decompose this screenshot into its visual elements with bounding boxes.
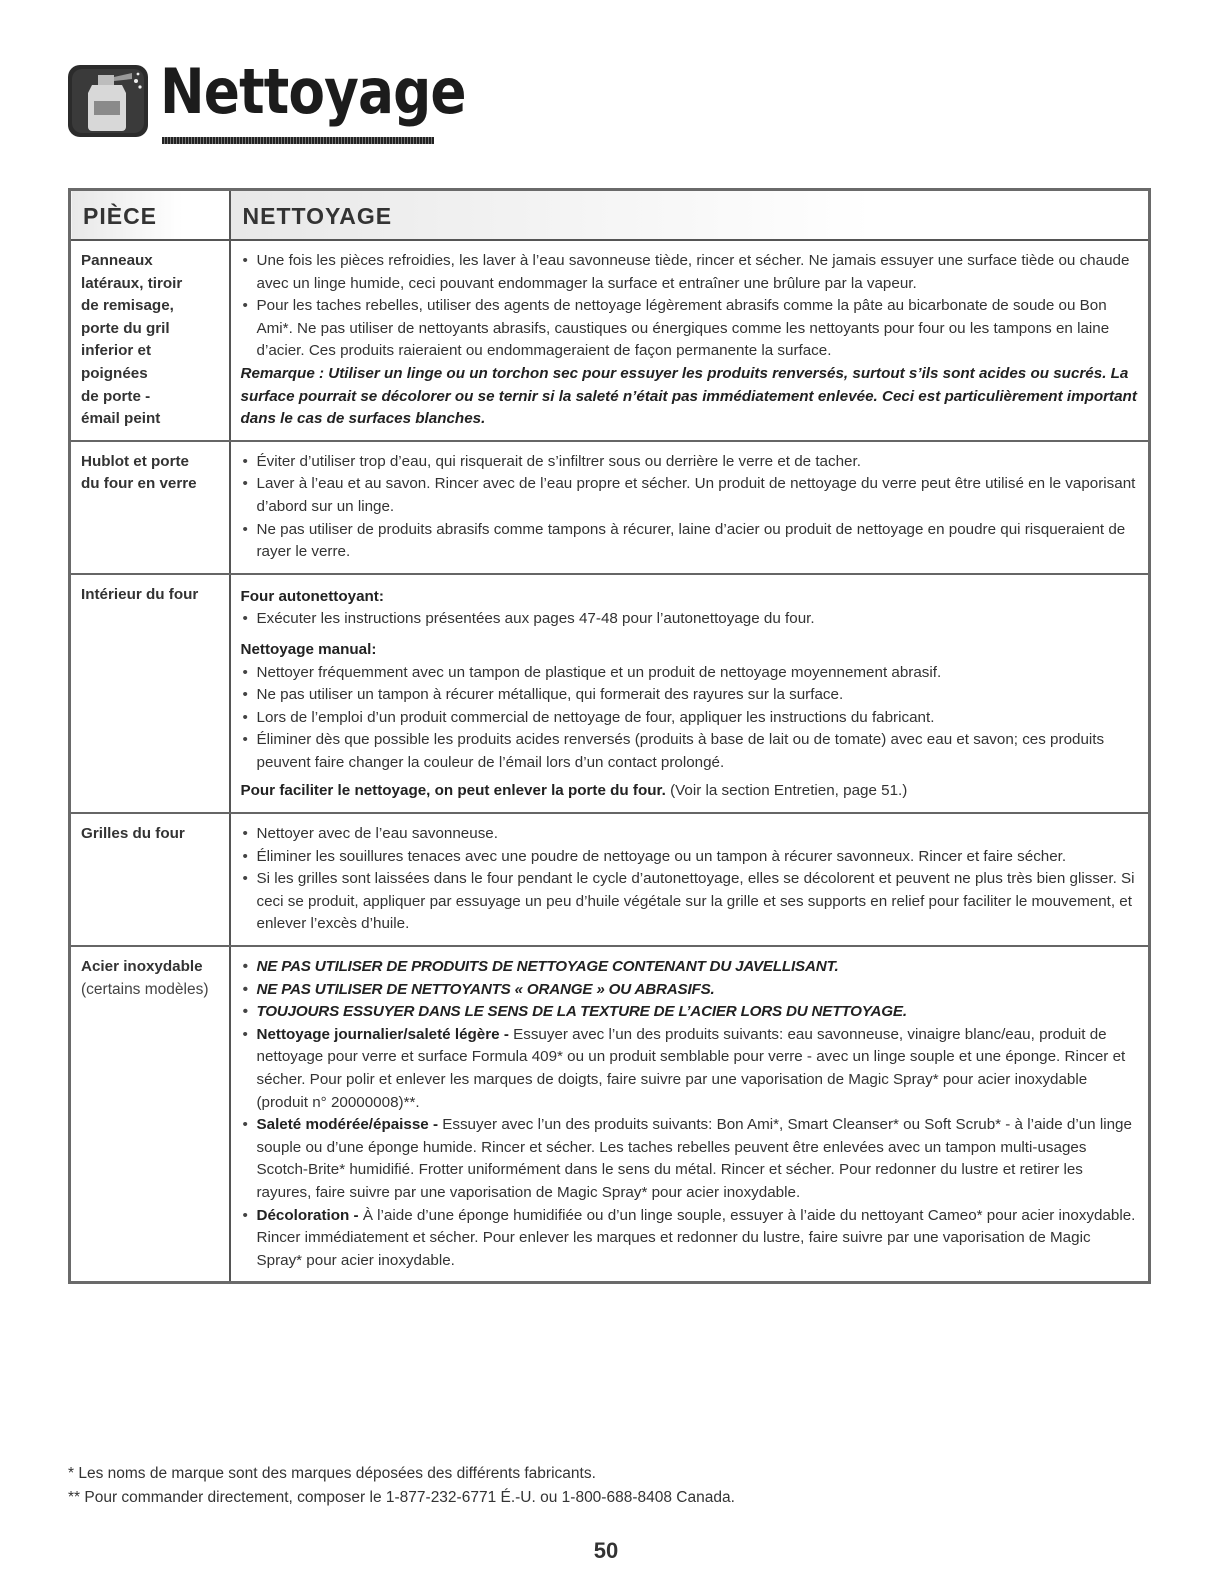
- piece-cell: [70, 813, 230, 946]
- list-item: • Éviter d’utiliser trop d’eau, qui risquerait de s’infiltrer sous ou derrière le verre et de tacher.: [241, 451, 1141, 474]
- page-number: 50: [593, 1538, 619, 1563]
- footnote: * Les noms de marque sont des marques déposées des différents fabricants.: [68, 1465, 596, 1482]
- tip-lead: Pour faciliter le nettoyage, on peut enlever la porte du four.: [240, 782, 666, 800]
- item-lead: Saleté modérée/épaisse -: [256, 1116, 439, 1134]
- list-item: • Éliminer les souillures tenaces avec une poudre de nettoyage ou un tampon à récurer savonneux. Rincer et faire sécher.: [241, 846, 1141, 869]
- cleaning-cell: [230, 813, 1150, 946]
- piece-line: émail peint: [81, 410, 161, 428]
- column-header-nettoyage: NETTOYAGE: [230, 190, 1150, 241]
- piece-line: du four en verre: [81, 475, 197, 493]
- list-item: [241, 1024, 1141, 1114]
- piece-cell: [70, 946, 230, 1283]
- page-header: [68, 55, 488, 145]
- column-header-piece: PIÈCE: [70, 190, 230, 241]
- list-item: • Ne pas utiliser un tampon à récurer métallique, qui formerait des rayures sur la surface.: [241, 684, 1141, 707]
- piece-subtitle: (certains modèles): [81, 980, 209, 998]
- table-header-row: [70, 190, 1150, 241]
- piece-line: Panneaux: [81, 252, 153, 269]
- page-title: Nettoyage: [160, 55, 466, 128]
- cleaning-cell: [230, 946, 1150, 1283]
- list-item: • Une fois les pièces refroidies, les laver à l’eau savonneuse tiède, rincer et sécher. Ne jamais essuyer une surface tiède ou chaude avec un linge humide, ceci pouvant endommager la surface et entraîner une brûlure par la vapeur.: [241, 250, 1141, 295]
- list-item: • Éliminer dès que possible les produits acides renversés (produits à base de lait ou de tomate) avec eau et savon; ces produits peuvent faire changer la couleur de l’émail lors d’un contact prolongé.: [241, 729, 1141, 774]
- piece-line: Grilles du four: [81, 825, 185, 843]
- cleaning-cell: [230, 441, 1150, 574]
- piece-line: de remisage,: [81, 297, 174, 315]
- warning-item: • NE PAS UTILISER DE PRODUITS DE NETTOYAGE CONTENANT DU JAVELLISANT.: [241, 956, 1141, 979]
- subheading-manual-clean: Nettoyage manual:: [240, 640, 377, 658]
- piece-line: latéraux, tiroir: [81, 274, 183, 292]
- cleaning-cell: [230, 240, 1150, 441]
- cleaning-table: [68, 188, 1151, 1284]
- warning-item: • NE PAS UTILISER DE NETTOYANTS « ORANGE » OU ABRASIFS.: [241, 979, 1141, 1002]
- door-removal-tip: [241, 780, 1141, 803]
- piece-line: Intérieur du four: [81, 585, 199, 603]
- cleaning-spray-icon: [68, 65, 148, 137]
- item-lead: Décoloration -: [256, 1206, 359, 1224]
- subheading-self-clean: Four autonettoyant:: [240, 587, 384, 605]
- item-text: À l’aide d’une éponge humidifiée ou d’un linge souple, essuyer à l’aide du nettoyant Cameo* pour acier inoxydable. Rincer immédiatement et sécher. Pour enlever les marques et redonner du lustre, faire suivre par une vaporisation de Magic Spray* pour acier inoxydable.: [256, 1206, 1136, 1269]
- list-item: • Nettoyer avec de l’eau savonneuse.: [241, 823, 1141, 846]
- footnote: ** Pour commander directement, composer le 1-877-232-6771 É.-U. ou 1-800-688-8408 Canada.: [68, 1489, 735, 1506]
- piece-line: inferior et: [81, 342, 152, 360]
- title-underline: [162, 137, 434, 144]
- list-item: • Si les grilles sont laissées dans le four pendant le cycle d’autonettoyage, elles se décolorent et peuvent ne plus très bien glisser. Si ceci se produit, appliquer par essuyage un peu d’huile végétale sur la grille et ses supports en relief pour faciliter le mouvement, et enlever l’excès d’huile.: [241, 868, 1141, 936]
- piece-cell: [70, 240, 230, 441]
- piece-line: de porte -: [81, 387, 151, 405]
- piece-cell: [70, 441, 230, 574]
- item-lead: Nettoyage journalier/saleté légère -: [256, 1025, 509, 1043]
- list-item: • Laver à l’eau et au savon. Rincer avec de l’eau propre et sécher. Un produit de nettoyage du verre peut être utilisé en le vaporisant d’abord sur un linge.: [241, 473, 1141, 518]
- list-item: [241, 1205, 1141, 1273]
- remark-note: Remarque : Utiliser un linge ou un torchon sec pour essuyer les produits renversés, surtout s’ils sont acides ou sucrés. La surface pourrait se décolorer ou se ternir si la saleté n’était pas immédiatement enlevée. Ceci est particulièrement important dans le cas de surfaces blanches.: [240, 364, 1137, 428]
- piece-line: Hublot et porte: [81, 452, 189, 470]
- piece-line: Acier inoxydable: [81, 958, 203, 976]
- warning-item: • TOUJOURS ESSUYER DANS LE SENS DE LA TEXTURE DE L’ACIER LORS DU NETTOYAGE.: [241, 1001, 1141, 1024]
- list-item: • Lors de l’emploi d’un produit commercial de nettoyage de four, appliquer les instructions du fabricant.: [241, 707, 1141, 730]
- footnotes: [68, 1462, 735, 1510]
- table-row: [70, 813, 1150, 946]
- list-item: • Nettoyer fréquemment avec un tampon de plastique et un produit de nettoyage moyennement abrasif.: [241, 662, 1141, 685]
- list-item: • Pour les taches rebelles, utiliser des agents de nettoyage légèrement abrasifs comme la pâte au bicarbonate de soude ou Bon Ami*. Ne pas utiliser de nettoyants abrasifs, caustiques ou énergiques comme les nettoyants pour four ou les tampons en laine d’acier. Ces produits raieraient ou endommageraient de façon permanente la surface.: [241, 295, 1141, 363]
- piece-line: porte du gril: [81, 319, 170, 337]
- table-row: [70, 946, 1150, 1283]
- item-text: Essuyer avec l’un des produits suivants: Bon Ami*, Smart Cleanser* ou Soft Scrub* - à l’aide d’un linge souple ou d’une éponge humide. Rincer et sécher. Les taches rebelles peuvent être enlevées avec un tampon multi-usages Scotch-Brite* humidifié. Frotter uniformément dans le sens du métal. Rincer et sécher. Pour redonner du lustre et retirer les rayures, faire suivre par une vaporisation de Magic Spray* pour acier inoxydable.: [256, 1116, 1132, 1201]
- table-row: [70, 240, 1150, 441]
- cleaning-cell: [230, 574, 1150, 813]
- list-item: • Ne pas utiliser de produits abrasifs comme tampons à récurer, laine d’acier ou produit de nettoyage en poudre qui risqueraient de rayer le verre.: [241, 519, 1141, 564]
- item-text: Essuyer avec l’un des produits suivants: eau savonneuse, vinaigre blanc/eau, produit de nettoyage pour verre et surface Formula 409* ou un produit semblable pour verre - avec un linge souple et une éponge. Rincer et sécher. Pour polir et enlever les marques de doigts, faire suivre par une vaporisation de Magic Spray* pour acier inoxydable (produit n° 20000008)**.: [256, 1025, 1126, 1111]
- piece-cell: [70, 574, 230, 813]
- list-item: [241, 1114, 1141, 1204]
- list-item: • Exécuter les instructions présentées aux pages 47-48 pour l’autonettoyage du four.: [241, 608, 1141, 631]
- table-row: [70, 441, 1150, 574]
- piece-line: poignées: [81, 364, 148, 382]
- tip-text: (Voir la section Entretien, page 51.): [665, 782, 908, 800]
- table-row: [70, 574, 1150, 813]
